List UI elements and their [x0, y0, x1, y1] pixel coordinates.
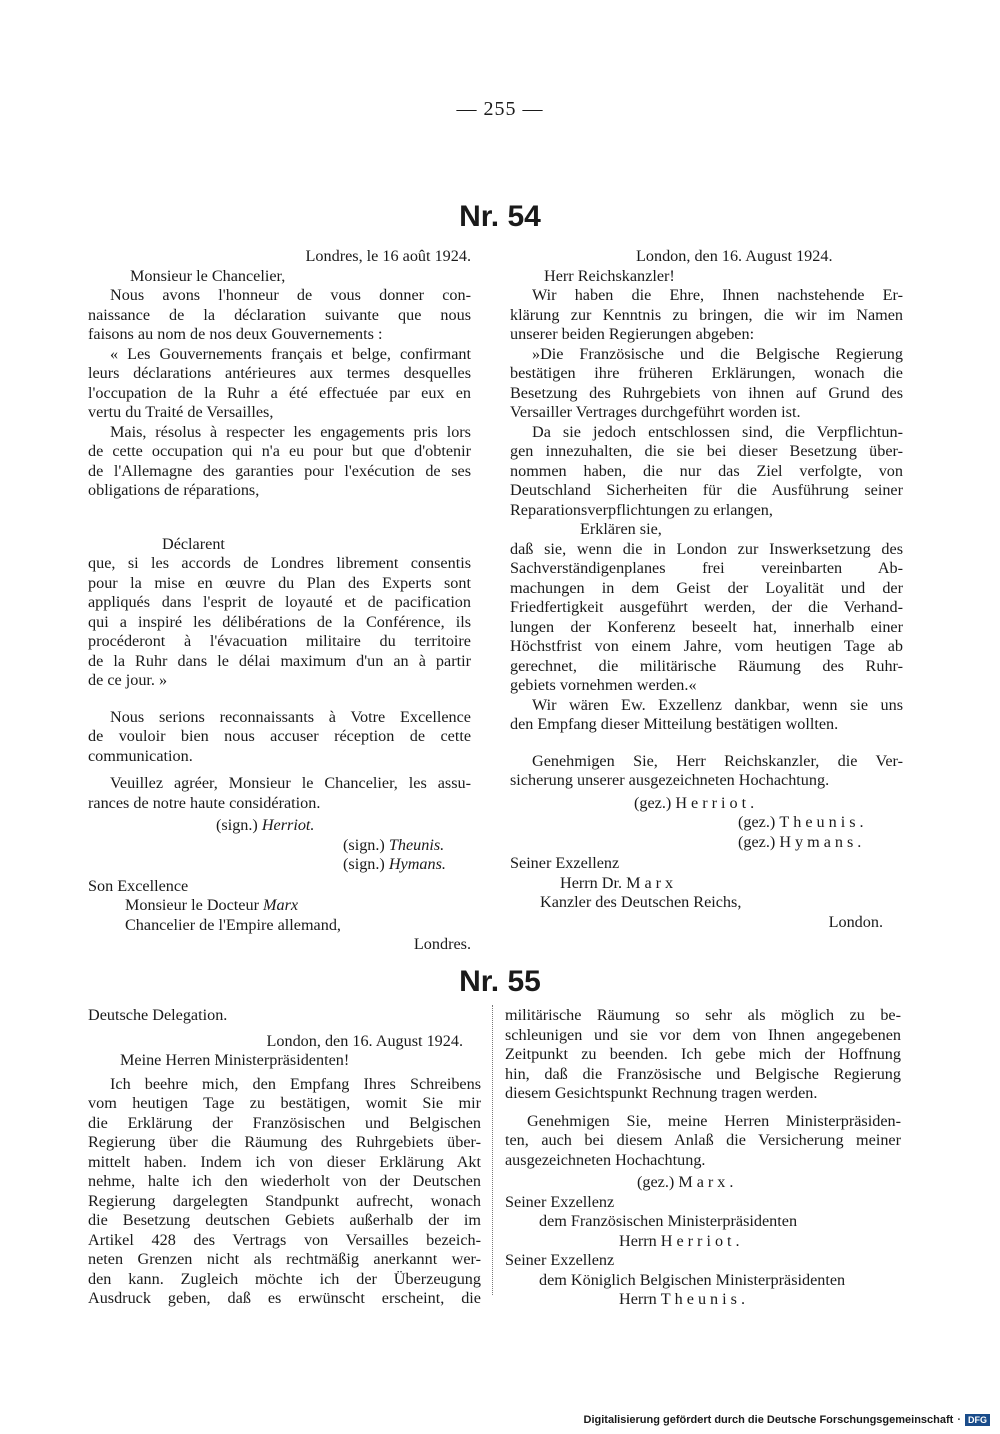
- signature-herriot: Herriot.: [675, 793, 759, 812]
- text-line: Genehmigen Sie, Herr Reichskanzler, die Ver-: [532, 751, 903, 770]
- address-line: Herrn Herriot.: [619, 1231, 744, 1250]
- text-line: Höchstfrist von einem Jahre, vom heutigen Tage ab: [510, 637, 903, 655]
- salutation: Herr Reichskanzler!: [544, 266, 675, 285]
- text-line: pour la mise en œuvre du Plan des Experts sont: [88, 573, 471, 592]
- text-line: Friedfertigkeit ausgeführt werden, der die Verhand-: [510, 598, 903, 616]
- address-city: London.: [828, 912, 883, 931]
- document-title-55: Nr. 55: [459, 965, 541, 998]
- text-line: militärische Räumung so sehr als möglich zu be-: [505, 1006, 901, 1024]
- text-line: Da sie jedoch entschlossen sind, die Verpflichtun-: [532, 422, 903, 441]
- text-line: communication.: [88, 746, 193, 765]
- address-city: Londres.: [413, 935, 471, 953]
- signature-line: [505, 1173, 901, 1193]
- text-line: procéderont à l'évacuation militaire du territoire: [88, 632, 471, 650]
- text-line: machungen in dem Geist der Loyalität und der: [510, 578, 903, 597]
- text-line: l'occupation de la Ruhr a été effectuée par eux en: [88, 383, 471, 402]
- sign-prefix: (sign.): [343, 855, 385, 873]
- signature-hymans: Hymans.: [388, 855, 446, 873]
- signature-line: [510, 794, 903, 814]
- address-line: Seiner Exzellenz: [505, 1192, 615, 1211]
- text-line: ten, auch bei diesem Anlaß die Versicherung meiner: [505, 1131, 901, 1149]
- text-line: Besetzung des Ruhrgebiets von ihnen auf Grund des: [510, 383, 903, 402]
- addressee-name: Marx: [263, 896, 299, 914]
- text-line: de la Ruhr dans le délai maximum d'un an à partir: [88, 651, 471, 670]
- address-line: Herrn Dr. Marx: [560, 873, 678, 892]
- signature-marx: Marx.: [678, 1173, 738, 1191]
- page-number: — 255 —: [456, 98, 544, 120]
- text-line: Wir wären Ew. Exzellenz dankbar, wenn sie uns: [532, 695, 903, 714]
- signature-line: [88, 816, 471, 836]
- address-line: Seiner Exzellenz: [505, 1251, 615, 1269]
- text-line: Artikel 428 des Vertrags von Versailles bezeich-: [88, 1230, 481, 1249]
- text-line: gerechnet, die militärische Räumung des Ruhr-: [510, 656, 903, 675]
- text-line: den kann. Zugleich möchte ich der Überzeugung: [88, 1269, 481, 1288]
- french-column: [88, 247, 471, 955]
- signature-herriot: Herriot.: [261, 816, 315, 834]
- text-line: leurs déclarations antérieures aux termes desquelles: [88, 364, 471, 382]
- address-line: dem Französischen Ministerpräsidenten: [539, 1212, 798, 1230]
- sign-prefix: (gez.): [634, 793, 672, 812]
- declare-heading: Erklären sie,: [580, 520, 662, 538]
- text-line: que, si les accords de Londres librement consentis: [88, 554, 471, 572]
- text-line: ausgezeichneten Hochachtung.: [505, 1150, 706, 1169]
- address-line: Son Excellence: [88, 876, 189, 895]
- address-line: dem Königlich Belgischen Ministerpräsidenten: [539, 1270, 846, 1289]
- text-line: Wir haben die Ehre, Ihnen nachstehende Er-: [532, 286, 903, 304]
- addressee-name: Herriot.: [660, 1231, 744, 1250]
- text-line: de vouloir bien nous accuser réception de cette: [88, 727, 471, 745]
- text-line: Ich beehre mich, den Empfang Ihres Schreibens: [110, 1074, 481, 1093]
- text-line: nehme, halte ich den wiederholt von der Deutschen: [88, 1172, 481, 1190]
- address-line: Herrn Theunis.: [619, 1290, 749, 1308]
- date-line: London, den 16. August 1924.: [636, 247, 833, 265]
- text-line: bestätigen ihre früheren Erklärungen, wonach die: [510, 364, 903, 382]
- text-line: lungen der Konferenz beseelt hat, innerhalb einer: [510, 617, 903, 636]
- text-line: qui a inspiré les délibérations de la Conférence, ils: [88, 612, 471, 631]
- text-line: Deutschland Sicherheiten für die Ausführung seiner: [510, 481, 903, 499]
- signature-line: [88, 855, 471, 875]
- text-line: de ce jour. »: [88, 671, 168, 689]
- text-line: Nous avons l'honneur de vous donner con-: [110, 286, 471, 304]
- addressee-name: Marx: [626, 873, 678, 892]
- text-line: diesem Gesichtspunkt Rechnung tragen werden.: [505, 1084, 818, 1102]
- text-line: klärung zur Kenntnis zu bringen, die wir im Namen: [510, 305, 903, 324]
- text-line: vertu du Traité de Versailles,: [88, 403, 274, 421]
- sign-prefix: (sign.): [343, 835, 385, 854]
- text-line: de l'Allemagne des garanties pour l'exécution de ses: [88, 461, 471, 480]
- text-line: Nous serions reconnaissants à Votre Excellence: [110, 707, 471, 726]
- text-line: gen innezuhalten, die sie bei dieser Besetzung über-: [510, 442, 903, 460]
- dfg-logo: DFG: [965, 1414, 990, 1426]
- document-title-54: Nr. 54: [459, 200, 541, 233]
- address-line: Monsieur le Docteur Marx: [125, 896, 299, 914]
- text-line: rances de notre haute considération.: [88, 793, 321, 812]
- text-line: appliqués dans l'esprit de loyauté et de pacification: [88, 593, 471, 611]
- text-line: schleunigen und sie vor dem von Ihnen angegebenen: [505, 1025, 901, 1044]
- text-line: Ausdruck geben, daß es erwünscht erscheint, die: [88, 1289, 481, 1307]
- date-line: London, den 16. August 1924.: [266, 1031, 463, 1050]
- column-divider: [492, 1005, 493, 1295]
- text-line: de cette occupation qui n'a eu pour but que d'obtenir: [88, 442, 471, 460]
- text-line: « Les Gouvernements français et belge, confirmant: [110, 344, 471, 363]
- text-line: unserer beiden Regierungen abgeben:: [510, 325, 755, 343]
- signature-line: [510, 833, 903, 853]
- text-line: die Erklärung der Französischen und Belgischen: [88, 1113, 481, 1132]
- text-line: vom heutigen Tage zu bestätigen, womit Sie mir: [88, 1094, 481, 1112]
- salutation: Meine Herren Ministerpräsidenten!: [120, 1051, 350, 1069]
- text-line: obligations de réparations,: [88, 481, 260, 499]
- text-line: nommen haben, die nur das Ziel verfolgte, von: [510, 461, 903, 480]
- text-line: Regierung über die Räumung des Ruhrgebiets über-: [88, 1133, 481, 1151]
- sign-prefix: (gez.): [738, 832, 776, 851]
- text-line: daß sie, wenn die in London zur Inswerksetzung des: [510, 539, 903, 558]
- address-line: Kanzler des Deutschen Reichs,: [540, 893, 742, 911]
- address-line: Chancelier de l'Empire allemand,: [125, 915, 341, 934]
- digitization-footer: Digitalisierung gefördert durch die Deutsche Forschungsgemeinschaft · DFG: [584, 1414, 990, 1426]
- salutation: Monsieur le Chancelier,: [130, 266, 286, 285]
- text-line: faisons au nom de nos deux Gouvernements :: [88, 325, 383, 343]
- text-line: Sachverständigenplanes frei vereinbarten Ab-: [510, 559, 903, 577]
- sign-prefix: (gez.): [637, 1173, 675, 1191]
- sign-prefix: (sign.): [216, 816, 258, 834]
- address-line: Seiner Exzellenz: [510, 854, 620, 872]
- text-line: Mais, résolus à respecter les engagements pris lors: [110, 422, 471, 441]
- text-line: Zeitpunkt zu beenden. Ich gebe mich der Hoffnung: [505, 1045, 901, 1063]
- text-line: Veuillez agréer, Monsieur le Chancelier, les assu-: [110, 774, 471, 792]
- sign-prefix: (gez.): [738, 813, 776, 831]
- text-line: mittelt haben. Indem ich von dieser Erklärung Akt: [88, 1152, 481, 1171]
- signature-theunis: Theunis.: [388, 835, 445, 854]
- text-line: sicherung unserer ausgezeichneten Hochachtung.: [510, 771, 830, 789]
- reply-right-column: [505, 1006, 901, 1310]
- text-line: die Besetzung deutschen Gebiets außerhalb der im: [88, 1211, 481, 1229]
- signature-line: [88, 836, 471, 856]
- text-line: Versailler Vertrages durchgeführt worden ist.: [510, 403, 801, 421]
- text-line: Regierung dargelegten Standpunkt aufrecht, wonach: [88, 1191, 481, 1210]
- declare-heading: Déclarent: [162, 534, 225, 553]
- text-line: hin, daß die Französische und Belgische Regierung: [505, 1064, 901, 1083]
- delegation-header: Deutsche Delegation.: [88, 1006, 228, 1024]
- text-line: »Die Französische und die Belgische Regierung: [532, 344, 903, 363]
- addressee-name: Theunis.: [660, 1290, 749, 1308]
- german-column: [510, 247, 903, 932]
- text-line: Reparationsverpflichtungen zu erlangen,: [510, 500, 773, 519]
- text-line: den Empfang dieser Mitteilung bestätigen wollten.: [510, 715, 839, 733]
- signature-hymans: Hymans.: [779, 832, 866, 851]
- text-line: Genehmigen Sie, meine Herren Ministerpräsiden-: [527, 1111, 901, 1130]
- date-line: Londres, le 16 août 1924.: [305, 247, 471, 265]
- text-line: neten Grenzen nicht als rechtmäßig anerkannt wer-: [88, 1250, 481, 1268]
- signature-theunis: Theunis.: [779, 813, 868, 831]
- footer-text: Digitalisierung gefördert durch die Deutsche Forschungsgemeinschaft: [583, 1414, 954, 1426]
- reply-left-column: [88, 1006, 481, 1309]
- text-line: naissance de la déclaration suivante que nous: [88, 305, 471, 324]
- text-line: gebiets vornehmen werden.«: [510, 676, 697, 694]
- signature-line: [510, 813, 903, 833]
